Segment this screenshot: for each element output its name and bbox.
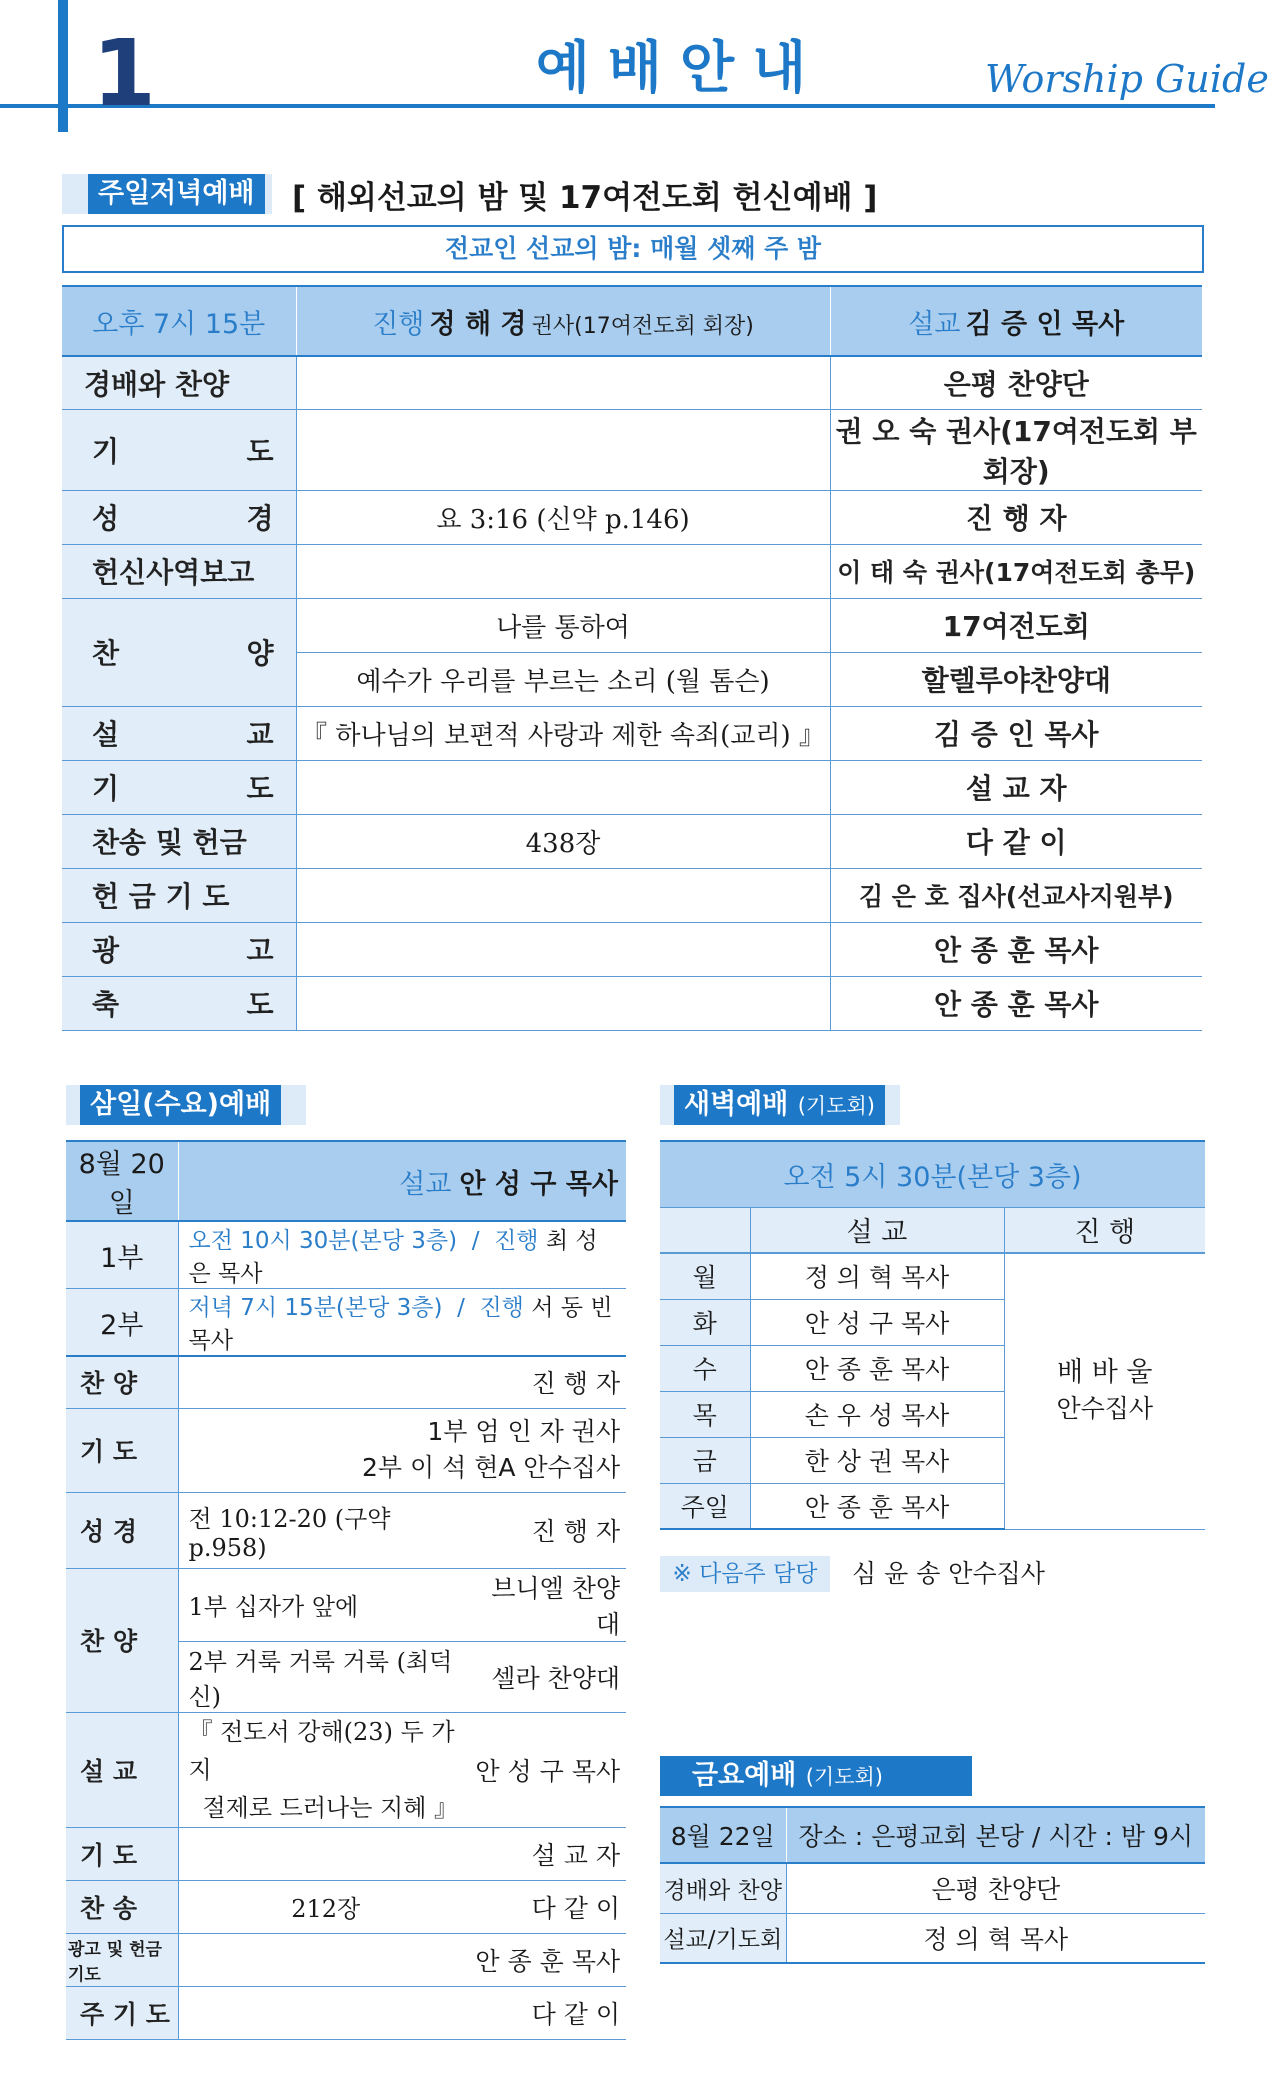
order-person: 진 행 자 xyxy=(830,490,1202,544)
wed-order-label: 기 도 xyxy=(66,1827,178,1880)
wednesday-table xyxy=(66,1140,626,2040)
next-week-person: 심 윤 송 안수집사 xyxy=(852,1559,1045,1588)
service-preacher: 설교 김 증 인 목사 xyxy=(830,286,1202,356)
dawn-day: 금 xyxy=(660,1437,750,1483)
dawn-time: 오전 5시 30분(본당 3층) xyxy=(660,1141,1205,1207)
order-label: 광 고 xyxy=(62,922,296,976)
wed-order-content: 2부 거룩 거룩 거룩 (최덕신) xyxy=(178,1641,473,1712)
friday-place: 장소 : 은평교회 본당 / 시간 : 밤 9시 xyxy=(786,1807,1205,1863)
order-label: 설 교 xyxy=(62,706,296,760)
order-content xyxy=(296,922,830,976)
order-content xyxy=(296,760,830,814)
wed-order-person: 다 같 이 xyxy=(178,1986,626,2039)
wed-order-person: 셀라 찬양대 xyxy=(473,1641,626,1712)
wed-order-person: 진 행 자 xyxy=(178,1356,626,1408)
order-label: 찬송 및 헌금 xyxy=(62,814,296,868)
wed-order-label: 설 교 xyxy=(66,1712,178,1827)
order-content xyxy=(296,356,830,409)
dawn-label: 새벽예배 (기도회) xyxy=(674,1085,885,1125)
order-person: 김 증 인 목사 xyxy=(830,706,1202,760)
order-person: 이 태 숙 권사(17여전도회 총무) xyxy=(830,544,1202,598)
wed-order-content: 1부 십자가 앞에 xyxy=(178,1568,473,1641)
header-rule xyxy=(0,104,1215,108)
order-label: 성 경 xyxy=(62,490,296,544)
wednesday-label: 삼일(수요)예배 xyxy=(80,1085,281,1125)
order-label: 기 도 xyxy=(62,760,296,814)
order-label: 기 도 xyxy=(62,409,296,490)
dawn-preacher: 정 의 혁 목사 xyxy=(750,1253,1004,1299)
part1-label: 1부 xyxy=(66,1221,178,1289)
dawn-preacher: 안 종 훈 목사 xyxy=(750,1345,1004,1391)
order-person: 설 교 자 xyxy=(830,760,1202,814)
friday-tag xyxy=(660,1756,972,1796)
dawn-preacher: 손 우 성 목사 xyxy=(750,1391,1004,1437)
wed-order-person: 설 교 자 xyxy=(178,1827,626,1880)
dawn-table xyxy=(660,1140,1205,1530)
wed-order-label: 광고 및 헌금기도 xyxy=(66,1933,178,1986)
order-content: 예수가 우리를 부르는 소리 (월 톰슨) xyxy=(296,652,830,706)
part1-info: 오전 10시 30분(본당 3층) / 진행 최 성 은 목사 xyxy=(178,1221,626,1289)
order-content: 요 3:16 (신약 p.146) xyxy=(296,490,830,544)
sunday-evening-tag xyxy=(62,174,272,214)
order-label: 경배와 찬양 xyxy=(62,356,296,409)
wed-order-label: 성 경 xyxy=(66,1492,178,1568)
friday-order-label: 경배와 찬양 xyxy=(660,1863,786,1913)
monthly-notice: 전교인 선교의 밤: 매월 셋째 주 밤 xyxy=(62,225,1204,273)
order-content xyxy=(296,868,830,922)
page-title: 예배안내 xyxy=(535,36,825,101)
wednesday-tag xyxy=(66,1085,306,1125)
sunday-evening-label: 주일저녁예배 xyxy=(88,174,265,214)
dawn-preacher: 안 성 구 목사 xyxy=(750,1299,1004,1345)
order-content: 438장 xyxy=(296,814,830,868)
service-leader: 진행 정 해 경 권사(17여전도회 회장) xyxy=(296,286,830,356)
wednesday-preacher: 설교 안 성 구 목사 xyxy=(178,1141,626,1221)
wed-order-content: 전 10:12-20 (구약 p.958) xyxy=(178,1492,473,1568)
sunday-evening-table xyxy=(62,285,1202,1031)
dawn-day-header xyxy=(660,1207,750,1253)
order-person: 안 종 훈 목사 xyxy=(830,976,1202,1030)
dawn-tag xyxy=(660,1085,900,1125)
dawn-day: 주일 xyxy=(660,1483,750,1529)
wed-order-person: 진 행 자 xyxy=(473,1492,626,1568)
wed-prayer-people: 1부 엄 인 자 권사 2부 이 석 현A 안수집사 xyxy=(178,1408,626,1492)
order-content xyxy=(296,409,830,490)
dawn-day: 수 xyxy=(660,1345,750,1391)
sunday-evening-heading: [ 해외선교의 밤 및 17여전도회 헌신예배 ] xyxy=(292,180,878,216)
wed-order-person: 다 같 이 xyxy=(473,1880,626,1933)
wed-order-label: 찬 양 xyxy=(66,1356,178,1408)
wed-order-person: 브니엘 찬양대 xyxy=(473,1568,626,1641)
wed-order-label: 기 도 xyxy=(66,1408,178,1492)
next-week-label: ※ 다음주 담당 xyxy=(660,1556,830,1592)
order-person: 김 은 호 집사(선교사지원부) xyxy=(830,868,1202,922)
dawn-sermon-header: 설 교 xyxy=(750,1207,1004,1253)
wed-order-person: 안 성 구 목사 xyxy=(473,1712,626,1827)
order-content: 나를 통하여 xyxy=(296,598,830,652)
friday-label: 금요예배 (기도회) xyxy=(682,1756,893,1796)
wednesday-date: 8월 20일 xyxy=(66,1141,178,1221)
order-content: 『 하나님의 보편적 사랑과 제한 속죄(교리) 』 xyxy=(296,706,830,760)
section-number: 1 xyxy=(92,20,157,127)
friday-table xyxy=(660,1806,1205,1964)
wed-order-label: 주 기 도 xyxy=(66,1986,178,2039)
dawn-day: 월 xyxy=(660,1253,750,1299)
order-label: 찬 양 xyxy=(62,598,296,706)
page-subtitle: Worship Guide xyxy=(985,57,1269,101)
order-content xyxy=(296,976,830,1030)
order-label: 축 도 xyxy=(62,976,296,1030)
order-person: 은평 찬양단 xyxy=(830,356,1202,409)
wed-order-label: 찬 송 xyxy=(66,1880,178,1933)
wed-order-person: 안 종 훈 목사 xyxy=(178,1933,626,1986)
part2-info: 저녁 7시 15분(본당 3층) / 진행 서 동 빈 목사 xyxy=(178,1289,626,1357)
dawn-leader: 배 바 울 안수집사 xyxy=(1004,1253,1205,1529)
friday-order-person: 은평 찬양단 xyxy=(786,1863,1205,1913)
service-time: 오후 7시 15분 xyxy=(62,286,296,356)
order-person: 17여전도회 xyxy=(830,598,1202,652)
order-label: 헌 금 기 도 xyxy=(62,868,296,922)
dawn-day: 목 xyxy=(660,1391,750,1437)
wed-order-label: 찬 양 xyxy=(66,1568,178,1712)
wed-sermon-title: 『 전도서 강해(23) 두 가지 절제로 드러나는 지혜 』 xyxy=(178,1712,473,1827)
friday-date: 8월 22일 xyxy=(660,1807,786,1863)
order-person: 할렐루야찬양대 xyxy=(830,652,1202,706)
dawn-leader-header: 진 행 xyxy=(1004,1207,1205,1253)
order-content xyxy=(296,544,830,598)
part2-label: 2부 xyxy=(66,1289,178,1357)
friday-order-person: 정 의 혁 목사 xyxy=(786,1913,1205,1963)
order-person: 권 오 숙 권사(17여전도회 부회장) xyxy=(830,409,1202,490)
dawn-preacher: 안 종 훈 목사 xyxy=(750,1483,1004,1529)
order-person: 안 종 훈 목사 xyxy=(830,922,1202,976)
dawn-preacher: 한 상 권 목사 xyxy=(750,1437,1004,1483)
wed-order-content: 212장 xyxy=(178,1880,473,1933)
friday-order-label: 설교/기도회 xyxy=(660,1913,786,1963)
dawn-day: 화 xyxy=(660,1299,750,1345)
order-label: 헌신사역보고 xyxy=(62,544,296,598)
header-accent-bar xyxy=(58,0,68,132)
order-person: 다 같 이 xyxy=(830,814,1202,868)
